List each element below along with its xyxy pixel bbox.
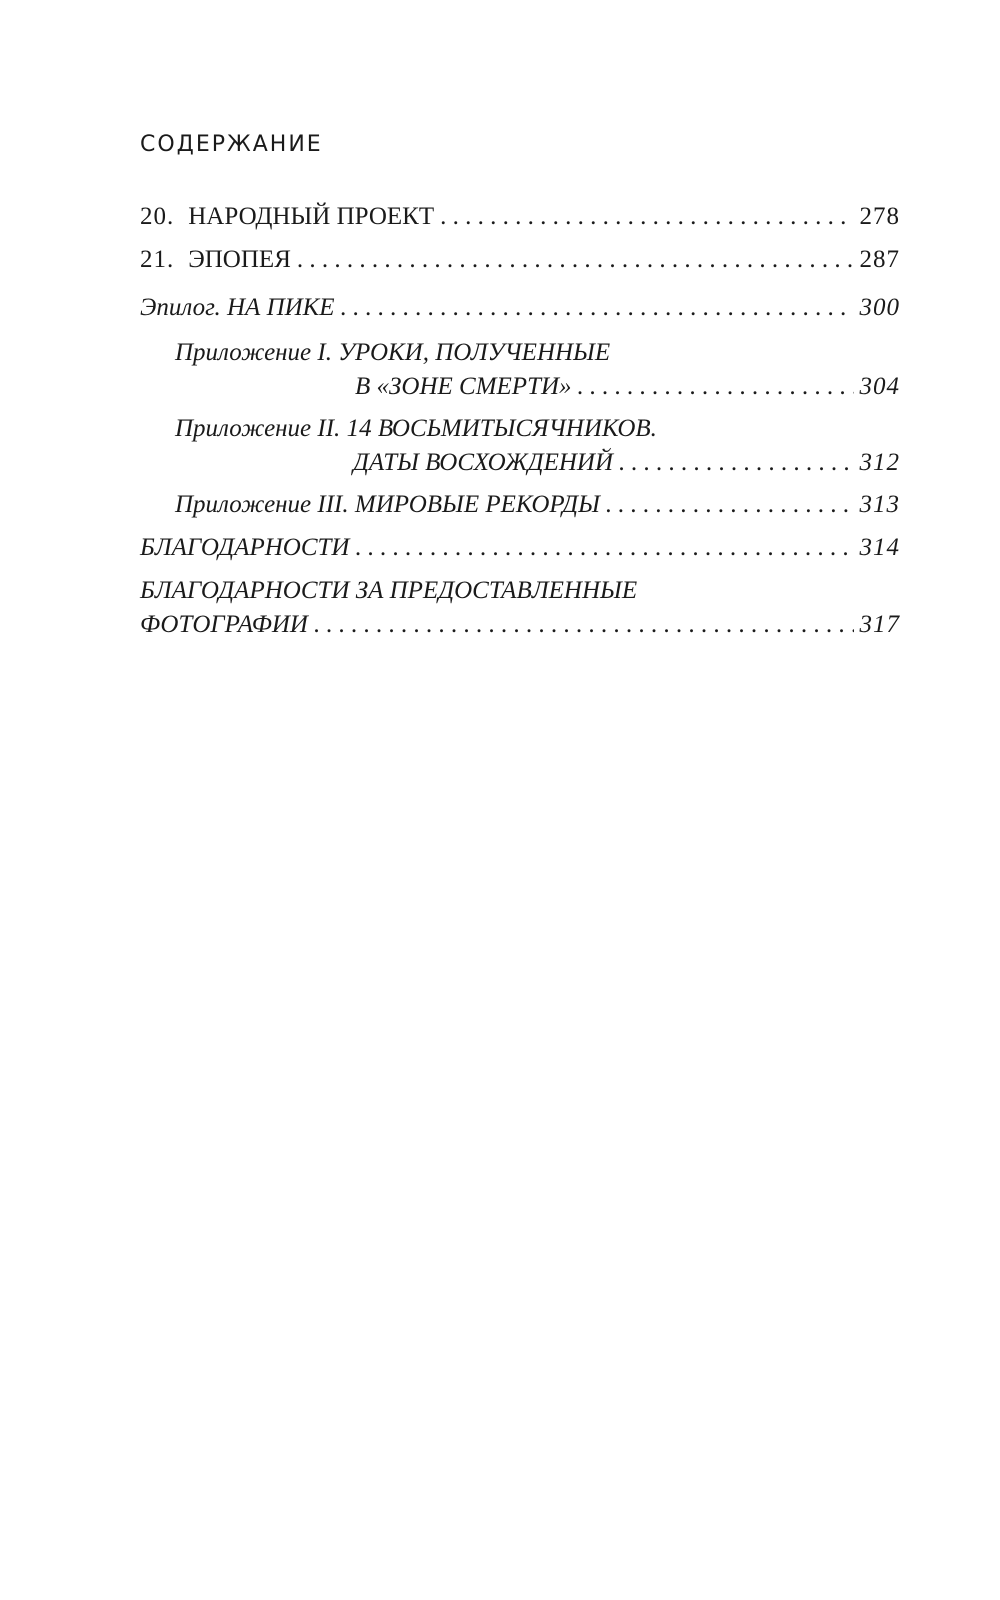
entry-title-line2: В «ЗОНЕ СМЕРТИ» <box>355 373 572 400</box>
page-number: 278 <box>859 203 900 230</box>
entry-second-line <box>175 370 900 404</box>
toc-entry-21[interactable] <box>140 243 900 277</box>
page-number: 314 <box>859 534 900 561</box>
toc-entry-epilogue[interactable] <box>140 291 900 325</box>
entry-title: НА ПИКЕ <box>227 294 335 321</box>
chapter-number: 21. <box>140 246 175 273</box>
page-number: 300 <box>859 294 900 321</box>
entry-title-line1: БЛАГОДАРНОСТИ ЗА ПРЕДОСТАВЛЕННЫЕ <box>140 577 638 604</box>
entry-title-line1: УРОКИ, ПОЛУЧЕННЫЕ <box>338 339 611 366</box>
dot-leader <box>355 531 853 565</box>
page-number: 304 <box>859 373 900 400</box>
entry-label: Приложение III. <box>175 491 349 518</box>
entry-title: МИРОВЫЕ РЕКОРДЫ <box>354 491 600 518</box>
page-number: 317 <box>859 611 900 638</box>
entry-label: Эпилог. <box>140 294 221 321</box>
dot-leader <box>619 446 853 480</box>
chapter-title: ЭПОПЕЯ <box>188 246 291 273</box>
dot-leader <box>578 370 854 404</box>
page-number: 287 <box>859 246 900 273</box>
toc-entry-title <box>140 291 335 325</box>
toc-entry-photo-credits[interactable] <box>140 574 900 642</box>
toc-entry-title <box>175 488 600 522</box>
dot-leader <box>606 488 854 522</box>
dot-leader <box>314 608 854 642</box>
toc-entry-appendix-3[interactable] <box>175 488 900 522</box>
toc-entry-appendix-2[interactable] <box>175 412 900 480</box>
dot-leader <box>440 200 853 234</box>
toc-entry-title <box>140 243 291 277</box>
entry-label: Приложение II. <box>175 415 341 442</box>
toc-entry-appendix-1[interactable] <box>175 336 900 404</box>
chapter-title: НАРОДНЫЙ ПРОЕКТ <box>188 203 435 230</box>
running-head: СОДЕРЖАНИЕ <box>140 132 323 157</box>
entry-second-line <box>175 446 900 480</box>
entry-title-line2: ФОТОГРАФИИ <box>140 611 308 638</box>
entry-second-line <box>140 608 900 642</box>
entry-label: Приложение I. <box>175 339 332 366</box>
page-number: 312 <box>859 449 900 476</box>
toc-entry-20[interactable] <box>140 200 900 234</box>
page-number: 313 <box>859 491 900 518</box>
entry-first-line <box>175 412 900 446</box>
entry-title-line2: ДАТЫ ВОСХОЖДЕНИЙ <box>353 449 614 476</box>
entry-title: БЛАГОДАРНОСТИ <box>140 534 350 561</box>
chapter-number: 20. <box>140 203 175 230</box>
dot-leader <box>341 291 854 325</box>
toc-entry-title <box>140 200 434 234</box>
entry-first-line <box>140 574 900 608</box>
entry-first-line <box>175 336 900 370</box>
entry-title-line1: 14 ВОСЬМИТЫСЯЧНИКОВ. <box>346 415 657 442</box>
dot-leader <box>297 243 854 277</box>
toc-entry-acknowledgments[interactable] <box>140 531 900 565</box>
